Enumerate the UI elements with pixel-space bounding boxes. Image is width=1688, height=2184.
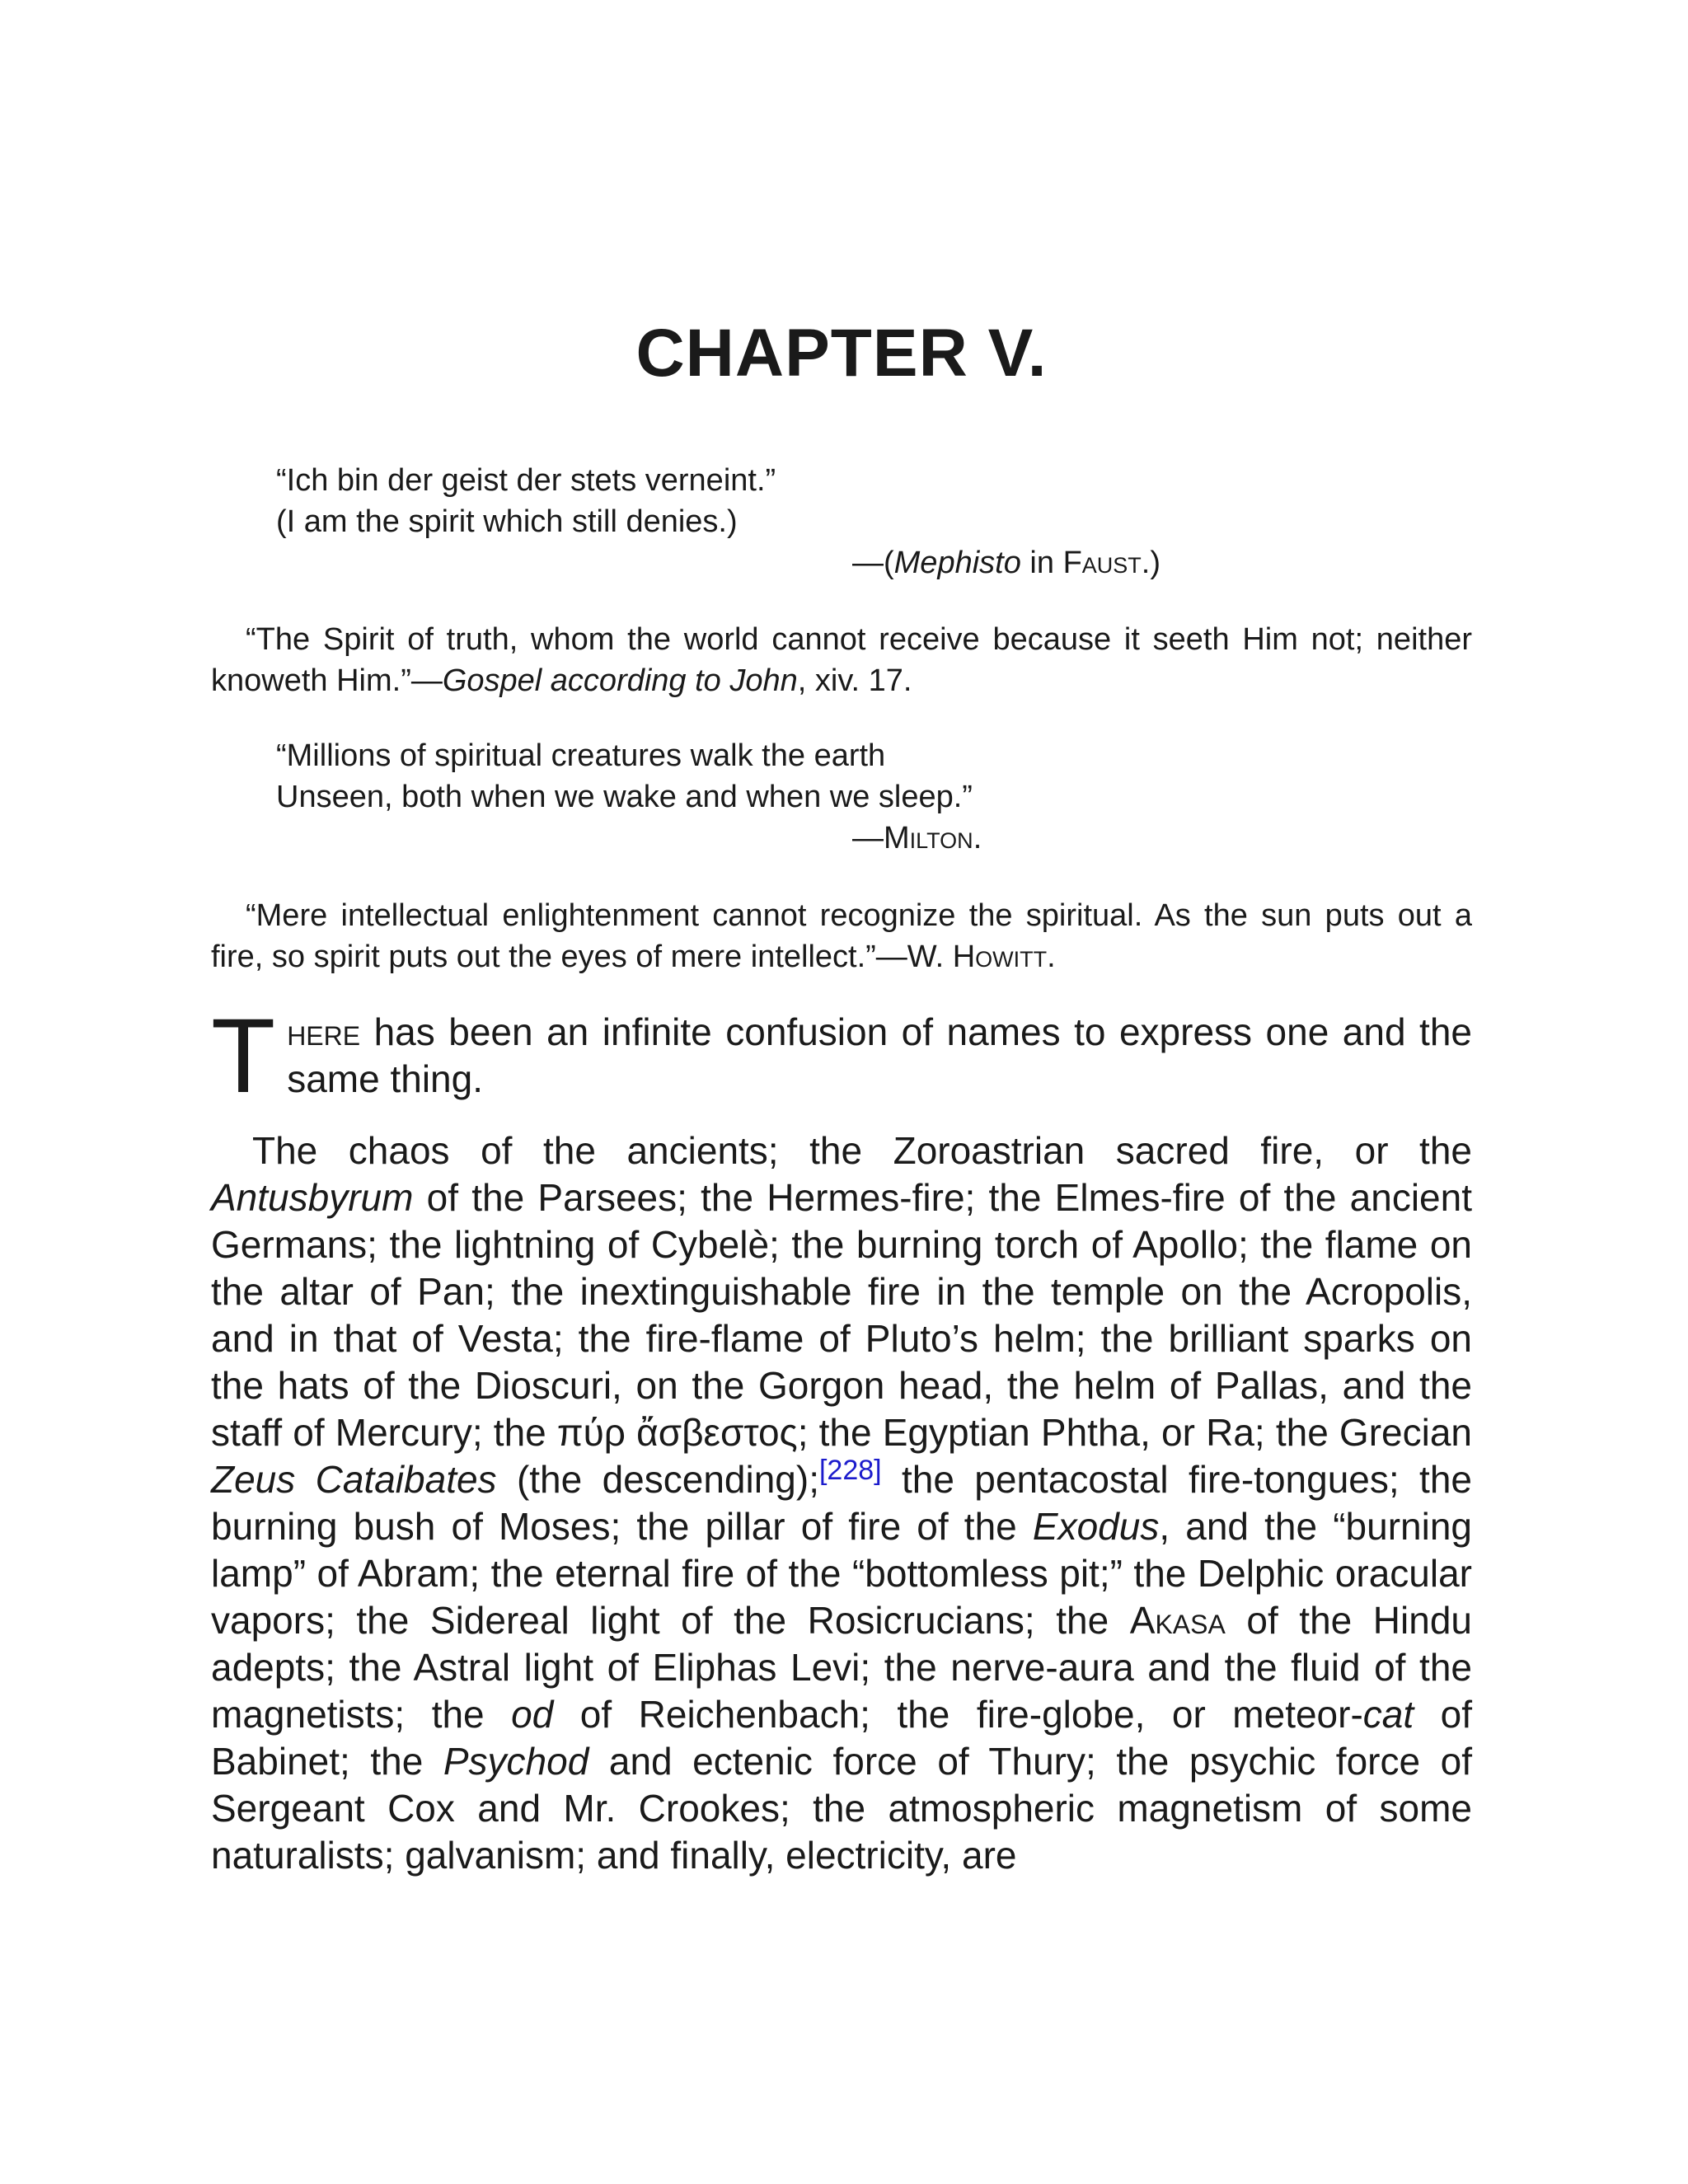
footnote-link[interactable]: [228] xyxy=(818,1455,882,1486)
opening-paragraph: There has been an infinite confusion of names to express one and the same thing. xyxy=(211,997,1472,1115)
epigraph-attribution: —(Mephisto in Faust.) xyxy=(852,546,1161,580)
epigraph-line: (I am the spirit which still denies.) xyxy=(276,504,738,539)
chapter-title: CHAPTER V. xyxy=(635,316,1048,391)
body-paragraph: The chaos of the ancients; the Zoroastrian sacred fire, or the Antusbyrum of the Parsees; the Hermes-fire; the Elmes-fire of the ancient Germans; the lightning of Cybelè; the burning torch of Apollo; the flame on the altar of Pan; the inextinguishable fire in the temple on the Acropolis, and in that of Vesta; the fire-flame of Pluto’s helm; the brilliant sparks on the hats of the Dioscuri, on the Gorgon head, the helm of Pallas, and the staff of Mercury; the πύρ ἄσβεστος; the Egyptian Phtha, or Ra; the Grecian Zeus Cataibates (the descending);[228] the pentacostal fire-tongues; the burning bush of Moses; the pillar of fire of the Exodus, and the “burning lamp” of Abram; the eternal fire of the “bottomless pit;” the Delphic oracular vapors; the Sidereal light of the Rosicrucians; the Akasa of the Hindu adepts; the Astral light of Eliphas Levi; the nerve-aura and the fluid of the magnetists; the od of Reichenbach; the fire-globe, or meteor-cat of Babinet; the Psychod and ectenic force of Thury; the psychic force of Sergeant Cox and Mr. Crookes; the atmospheric magnetism of some naturalists; galvanism; and finally, electricity, are xyxy=(211,1129,1473,1877)
epigraph-line: “Millions of spiritual creatures walk the earth xyxy=(276,738,886,773)
epigraph-line: “Ich bin der geist der stets verneint.” xyxy=(276,463,776,498)
epigraph-milton xyxy=(276,735,1472,859)
epigraph-line: Unseen, both when we wake and when we sleep.” xyxy=(276,780,973,814)
epigraph-attribution: —Milton. xyxy=(852,821,982,855)
epigraph-howitt: “Mere intellectual enlightenment cannot recognize the spiritual. As the sun puts out a fire, so spirit puts out the eyes of mere intellect.”—W. Howitt. xyxy=(211,898,1472,974)
epigraph-john: “The Spirit of truth, whom the world cannot receive because it seeth Him not; neither knoweth Him.”—Gospel according to John, xiv. 17. xyxy=(211,622,1472,698)
epigraph-faust xyxy=(276,460,1472,583)
drop-cap: T xyxy=(211,997,276,1115)
